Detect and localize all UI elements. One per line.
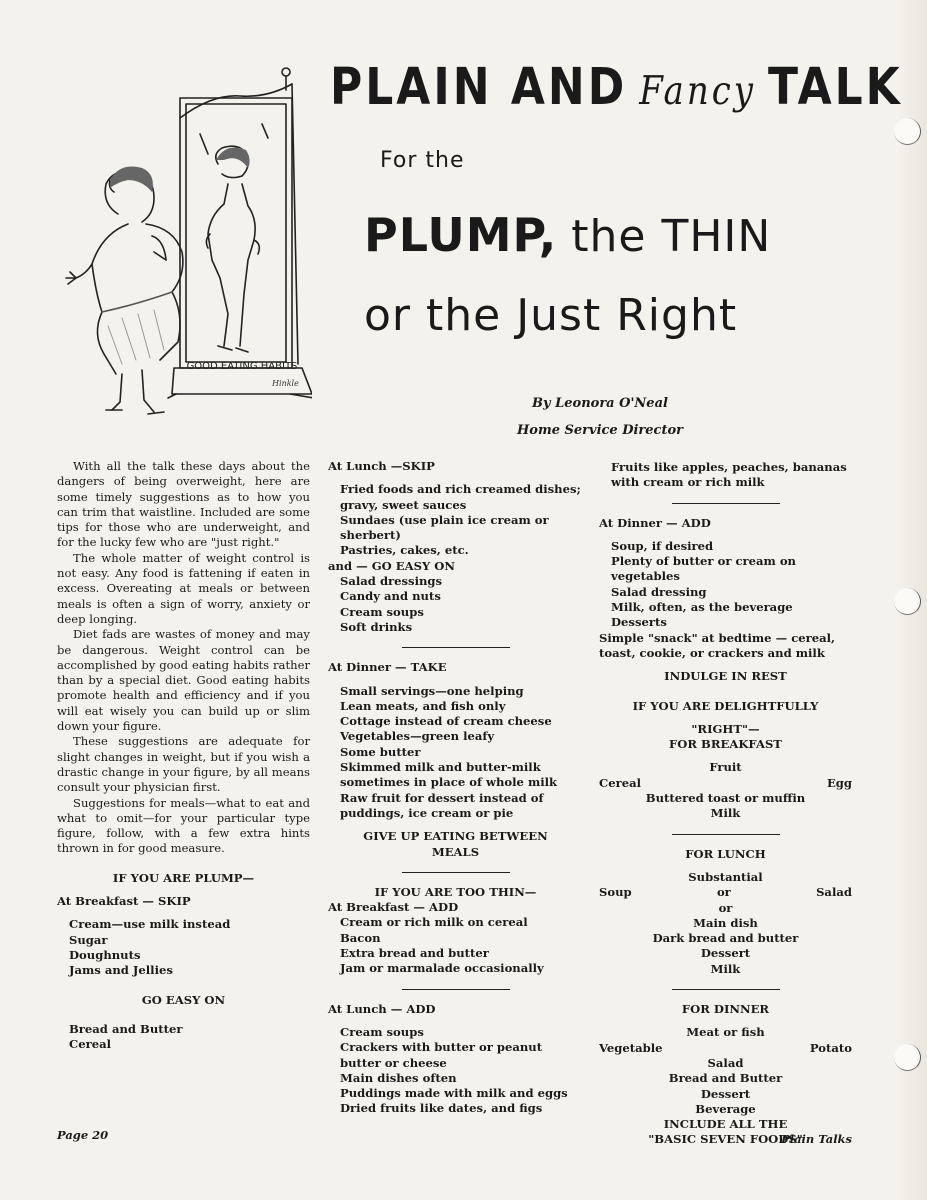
list-item: Candy and nuts	[340, 589, 441, 604]
publication-name: Plain Talks	[781, 1132, 852, 1146]
plump-dinner-take-heading: At Dinner — TAKE	[328, 660, 447, 675]
breakfast-cereal: Cereal	[599, 775, 642, 790]
divider	[402, 989, 510, 990]
list-item: Sundaes (use plain ice cream or sherbert)	[340, 512, 549, 543]
list-item: Fried foods and rich creamed dishes; gravy, sweet sauces	[340, 482, 581, 512]
list-item: Bread and Butter	[69, 1021, 183, 1036]
intro-paragraph-1: With all the talk these days about the dangers of being overweight, here are some timely suggestions as to how you can trim that waistline. Included are some tips for those who are underweight, and for the lucky few who are "just right."	[57, 459, 310, 550]
list-item: Main dishes often	[340, 1070, 457, 1085]
list-item: Jam or marmalade occasionally	[340, 961, 544, 976]
list-item: Fruits like apples, peaches, bananas with cream or rich milk	[611, 460, 847, 490]
thin-dinner-add-heading: At Dinner — ADD	[599, 515, 711, 530]
list-item: Cereal	[69, 1037, 112, 1052]
lunch-or-1: or	[716, 885, 731, 900]
list-item: Cream soups	[340, 604, 424, 619]
cartoon-illustration	[62, 64, 312, 424]
list-item: Milk, often, as the beverage	[611, 600, 793, 615]
lunch-soup-salad-row	[599, 885, 852, 900]
breakfast-milk: Milk	[710, 806, 741, 821]
list-item: Skimmed milk and butter-milk sometimes in place of whole milk	[340, 760, 558, 790]
dinner-vegetable-potato-row	[599, 1041, 852, 1056]
lunch-substantial: Substantial	[688, 869, 763, 884]
intro-paragraph-5: Suggestions for meals—what to eat and what to omit—for your particular type figure, follow, with a few extra hints thrown in for good measure.	[57, 795, 310, 856]
for-breakfast-heading: FOR BREAKFAST	[669, 737, 782, 752]
divider	[402, 647, 510, 648]
include-heading-1: INCLUDE ALL THE	[663, 1117, 788, 1132]
plump-heading: IF YOU ARE PLUMP—	[112, 870, 255, 885]
title-plump: PLUMP,	[364, 208, 558, 262]
column-3	[599, 460, 852, 1148]
dinner-beverage: Beverage	[695, 1101, 756, 1116]
list-item: Doughnuts	[69, 947, 141, 962]
dinner-dessert: Dessert	[700, 1086, 751, 1101]
byline-author: By Leonora O'Neal	[532, 396, 668, 411]
dinner-meat: Meat or fish	[686, 1025, 765, 1040]
thin-breakfast-add-heading: At Breakfast — ADD	[328, 900, 459, 915]
divider	[672, 834, 780, 835]
lunch-dessert: Dessert	[700, 946, 751, 961]
breakfast-toast: Buttered toast or muffin	[645, 791, 806, 806]
title-just-right: or the Just Right	[364, 290, 738, 341]
lunch-bread: Dark bread and butter	[652, 931, 799, 946]
for-dinner-heading: FOR DINNER	[681, 1002, 770, 1017]
plump-breakfast-skip-heading: At Breakfast — SKIP	[57, 894, 191, 909]
give-up-heading: GIVE UP EATING BETWEEN MEALS	[363, 829, 548, 859]
byline-role: Home Service Director	[517, 423, 683, 438]
list-item: Cream—use milk instead	[69, 917, 231, 932]
artist-signature: Hinkle	[272, 379, 299, 388]
list-item: Lean meats, and fish only	[340, 698, 506, 713]
list-item: Vegetables—green leafy	[340, 729, 495, 744]
breakfast-cereal-egg-row	[599, 776, 852, 791]
list-item: Dried fruits like dates, and figs	[340, 1101, 543, 1116]
list-item: Crackers with butter or peanut butter or cheese	[340, 1040, 543, 1070]
title-the-thin: the THIN	[571, 211, 772, 262]
intro-paragraph-3: Diet fads are wastes of money and may be dangerous. Weight control can be accomplished by good eating habits rather than by a special diet. Good eating habits promote health and efficiency and if you will eat wisely you can build up or slim down your figure.	[57, 627, 310, 734]
dinner-vegetable: Vegetable	[599, 1040, 663, 1055]
indulge-heading: INDULGE IN REST	[664, 669, 787, 684]
intro-paragraph-4: These suggestions are adequate for slight changes in weight, but if you wish a drastic change in your figure, by all means consult your physician first.	[57, 734, 310, 795]
list-item: Pastries, cakes, etc.	[340, 543, 469, 558]
thin-lunch-add-heading: At Lunch — ADD	[328, 1001, 436, 1016]
for-lunch-heading: FOR LUNCH	[685, 846, 766, 861]
dinner-bread: Bread and Butter	[668, 1071, 783, 1086]
dinner-potato: Potato	[809, 1040, 852, 1055]
title-plain-and: PLAIN AND	[330, 58, 628, 117]
list-item: Cream or rich milk on cereal	[340, 915, 528, 930]
byline	[480, 390, 720, 444]
thin-heading: IF YOU ARE TOO THIN—	[374, 884, 537, 899]
title-plump-line	[364, 208, 771, 262]
list-item: Extra bread and butter	[340, 946, 489, 961]
snack-line: Simple "snack" at bedtime — cereal, toast, cookie, or crackers and milk	[599, 630, 836, 660]
list-item: Soft drinks	[340, 619, 413, 634]
divider	[672, 989, 780, 990]
title-talk: TALK	[767, 58, 903, 117]
list-item: Cream soups	[340, 1024, 424, 1039]
lunch-salad: Salad	[816, 885, 852, 900]
breakfast-egg: Egg	[826, 775, 852, 790]
list-item: Soup, if desired	[611, 538, 714, 553]
binder-hole-middle	[894, 588, 921, 615]
right-heading-2: "RIGHT"—	[691, 721, 760, 736]
lunch-main-dish: Main dish	[693, 915, 758, 930]
title-main	[330, 58, 903, 117]
right-heading-1: IF YOU ARE DELIGHTFULLY	[632, 698, 819, 713]
title-for-the: For the	[380, 148, 465, 173]
breakfast-fruit: Fruit	[709, 760, 742, 775]
binder-hole-bottom	[894, 1044, 921, 1071]
column-1	[57, 459, 310, 1052]
include-heading-2: "BASIC SEVEN FOODS"	[648, 1132, 803, 1147]
list-item: Jams and Jellies	[69, 963, 173, 978]
and-go-easy-heading: and — GO EASY ON	[328, 558, 455, 573]
list-item: Puddings made with milk and eggs	[340, 1086, 568, 1101]
list-item: Plenty of butter or cream on vegetables	[611, 554, 796, 584]
mirror-sign-text: GOOD EATING HABITS	[186, 361, 298, 372]
page-number: Page 20	[57, 1128, 109, 1142]
go-easy-heading: GO EASY ON	[141, 992, 226, 1007]
list-item: Small servings—one helping	[340, 683, 524, 698]
binder-hole-top	[894, 118, 921, 145]
lunch-milk: Milk	[710, 961, 741, 976]
lunch-or-2: or	[718, 900, 733, 915]
list-item: Bacon	[340, 930, 381, 945]
plump-lunch-skip-heading: At Lunch —SKIP	[328, 459, 435, 473]
list-item: Raw fruit for dessert instead of puddings, ice cream or pie	[340, 790, 544, 820]
list-item: Sugar	[69, 932, 108, 947]
lunch-soup: Soup	[599, 885, 632, 900]
list-item: Salad dressing	[611, 584, 707, 599]
list-item: Desserts	[611, 615, 667, 630]
divider	[402, 872, 510, 873]
list-item: Some butter	[340, 744, 421, 759]
divider	[672, 503, 780, 504]
list-item: Cottage instead of cream cheese	[340, 714, 552, 729]
dinner-salad: Salad	[707, 1055, 744, 1070]
title-fancy: Fancy	[639, 68, 756, 115]
list-item: Salad dressings	[340, 574, 443, 589]
column-2	[328, 459, 583, 1117]
intro-paragraph-2: The whole matter of weight control is not easy. Any food is fattening if eaten in excess. Overeating at meals or between meals is often a sign of worry, anxiety or deep longing.	[57, 550, 310, 626]
